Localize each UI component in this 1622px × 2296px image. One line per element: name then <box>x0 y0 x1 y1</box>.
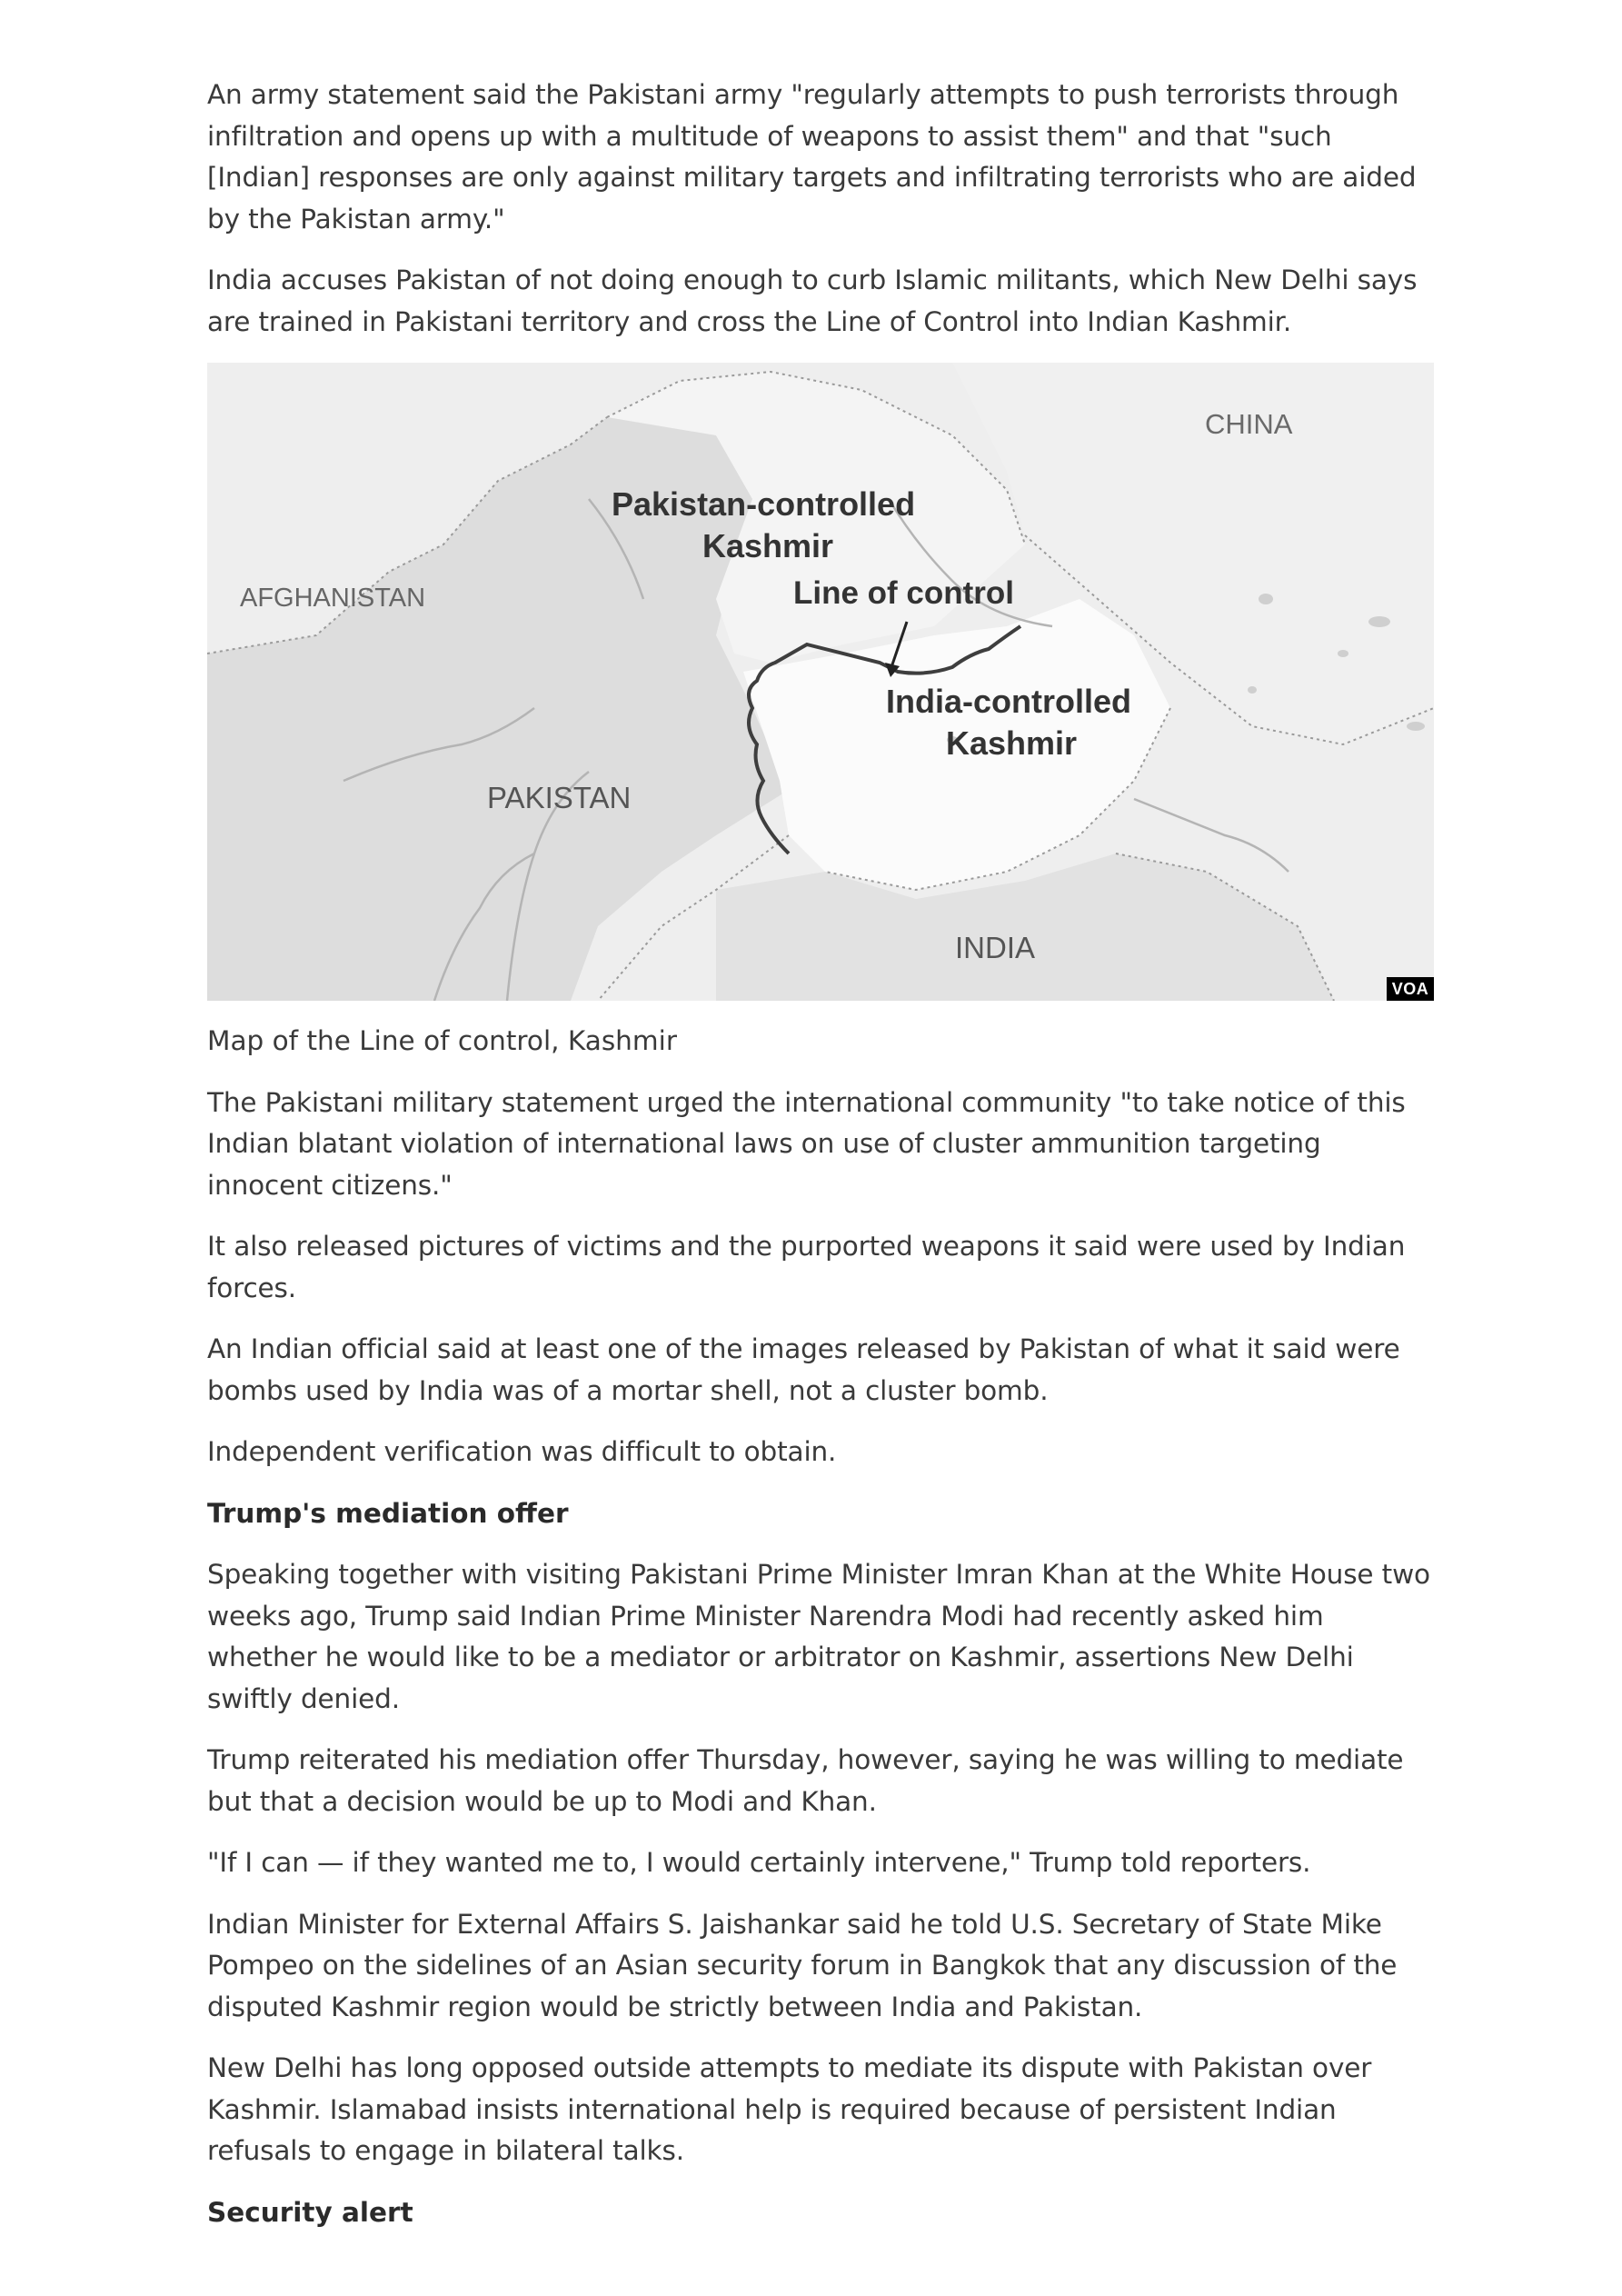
label-pak-kashmir-1: Pakistan-controlled <box>612 485 916 523</box>
map-caption: Map of the Line of control, Kashmir <box>207 1025 677 1056</box>
section-heading: Trump's mediation offer <box>207 1497 569 1529</box>
article-paragraph: An Indian official said at least one of the images released by Pakistan of what it said were bombs used by India was of a mortar shell, not a cluster bomb. <box>207 1333 1400 1406</box>
label-india: INDIA <box>955 931 1036 964</box>
article-paragraph: Independent verification was difficult to obtain. <box>207 1436 837 1467</box>
voa-logo-badge: VOA <box>1387 977 1434 1001</box>
label-pakistan: PAKISTAN <box>487 781 632 814</box>
label-pak-kashmir-2: Kashmir <box>702 527 834 564</box>
kashmir-map <box>207 363 1434 1001</box>
article-paragraph: New Delhi has long opposed outside attempts to mediate its dispute with Pakistan over Kashmir. Islamabad insists international help is required because of persistent Indian refusals to engage in bilateral talks. <box>207 2052 1372 2166</box>
section-heading: Security alert <box>207 2196 413 2228</box>
article-paragraph: The Pakistani military statement urged the international community "to take notice of this Indian blatant violation of international laws on use of cluster ammunition targeting innocent citizens." <box>207 1086 1406 1201</box>
map-graphic <box>207 363 1434 1001</box>
label-india-kashmir-2: Kashmir <box>946 724 1078 762</box>
label-china: CHINA <box>1205 408 1293 440</box>
label-india-kashmir-1: India-controlled <box>886 683 1131 720</box>
article-paragraph: Trump reiterated his mediation offer Thursday, however, saying he was willing to mediate but that a decision would be up to Modi and Khan. <box>207 1744 1404 1817</box>
article-paragraph: India accuses Pakistan of not doing enough to curb Islamic militants, which New Delhi says are trained in Pakistani territory and cross the Line of Control into Indian Kashmir. <box>207 265 1418 337</box>
article-paragraph: "If I can — if they wanted me to, I would certainly intervene," Trump told reporters. <box>207 1847 1311 1878</box>
article-paragraph: Speaking together with visiting Pakistani Prime Minister Imran Khan at the White House two weeks ago, Trump said Indian Prime Minister Narendra Modi had recently asked him whether he would like to be a mediator or arbitrator on Kashmir, assertions New Delhi swiftly denied. <box>207 1559 1430 1714</box>
label-line-of-control: Line of control <box>793 575 1015 611</box>
article-paragraph: Indian Minister for External Affairs S. Jaishankar said he told U.S. Secretary of State Mike Pompeo on the sidelines of an Asian security forum in Bangkok that any discussion of the disputed Kashmir region would be strictly between India and Pakistan. <box>207 1908 1398 2022</box>
article-body <box>207 75 1434 2253</box>
label-afghanistan: AFGHANISTAN <box>240 584 426 613</box>
article-paragraph: An army statement said the Pakistani army "regularly attempts to push terrorists through infiltration and opens up with a multitude of weapons to assist them" and that "such [Indian] responses are only against military targets and infiltrating terrorists who are aided by the Pakistan army." <box>207 79 1417 235</box>
article-paragraph: It also released pictures of victims and the purported weapons it said were used by Indian forces. <box>207 1231 1406 1303</box>
